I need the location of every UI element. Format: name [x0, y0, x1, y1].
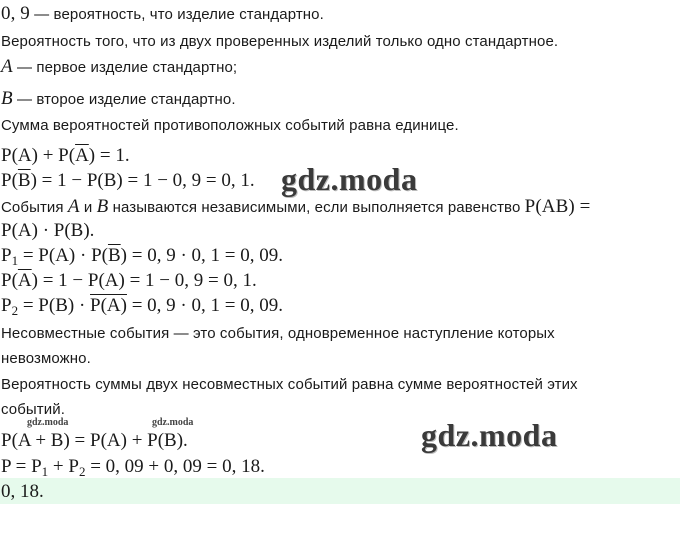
- overline-var: $\overline{A}$: [17, 270, 32, 291]
- eq-part: = P(B) ·: [18, 295, 91, 316]
- eq-part: P(: [1, 170, 18, 191]
- watermark-small: gdz.moda: [27, 417, 69, 428]
- watermark-logo: gdz.moda: [281, 161, 418, 197]
- line-text: События: [1, 199, 68, 216]
- eq-part: ) = 1.: [88, 145, 130, 166]
- equation-complement-a-value: [1, 270, 257, 292]
- line-sum-rule-cont: событий.: [1, 401, 65, 418]
- equation-complement-a: [1, 145, 130, 167]
- line-text: — второе изделие стандартно.: [12, 91, 236, 108]
- eq-part: = 0, 9 · 0, 1 = 0, 09.: [126, 295, 283, 316]
- equation-p2: [1, 295, 283, 317]
- eq-part: + P: [48, 456, 79, 477]
- line-task-statement: Вероятность того, что из двух проверенных изделий только одно стандартное.: [1, 33, 559, 50]
- line-incompatible-definition: Несовместные события — это события, одновременное наступление которых: [1, 325, 555, 342]
- equation-sum-rule: P(A + B) = P(A) + P(B).: [1, 430, 188, 451]
- equation-p1: [1, 245, 283, 267]
- line-text: — вероятность, что изделие стандартно.: [29, 6, 324, 23]
- eq-part: P(A) + P(: [1, 145, 76, 166]
- subscript: 1: [11, 253, 19, 268]
- line-probability-definition: [1, 3, 324, 25]
- overline-var: $\overline{B}$: [17, 170, 31, 191]
- var-a: A: [1, 56, 13, 77]
- line-event-b: [1, 88, 236, 110]
- answer-value: 0, 18.: [1, 481, 44, 502]
- equation-independence-product: P(A) · P(B).: [1, 220, 95, 241]
- formula-inline: P(AB) =: [524, 196, 591, 217]
- watermark-small: gdz.moda: [152, 417, 194, 428]
- var-a: A: [67, 196, 80, 217]
- eq-part: P(: [1, 270, 18, 291]
- probability-value: 0, 9: [1, 3, 30, 24]
- equation-total: [1, 456, 265, 478]
- line-text: называются независимыми, если выполняется равенство: [108, 199, 525, 216]
- line-independence-definition: [1, 196, 590, 218]
- overline-var: $\overline{A}$: [75, 145, 89, 166]
- subscript: 2: [78, 464, 86, 479]
- line-sum-rule: Вероятность суммы двух несовместных событий равна сумме вероятностей этих: [1, 376, 578, 393]
- line-incompatible-definition-cont: невозможно.: [1, 350, 91, 367]
- line-event-a: [1, 56, 237, 78]
- eq-part: ) = 1 − P(A) = 1 − 0, 9 = 0, 1.: [31, 270, 257, 291]
- overline-expression: P(A): [90, 295, 127, 316]
- eq-part: P: [1, 245, 12, 266]
- eq-part: = P(A) · P(: [18, 245, 108, 266]
- line-text: — первое изделие стандартно;: [12, 59, 238, 76]
- equation-complement-b: [1, 170, 255, 192]
- subscript: 1: [41, 464, 49, 479]
- eq-part: = 0, 09 + 0, 09 = 0, 18.: [85, 456, 265, 477]
- eq-part: P: [1, 295, 12, 316]
- line-text: и: [79, 199, 97, 216]
- eq-part: P = P: [1, 456, 42, 477]
- answer-highlight: [0, 478, 680, 504]
- watermark-logo: gdz.moda: [421, 417, 558, 453]
- var-b: B: [96, 196, 109, 217]
- line-opposite-events-rule: Сумма вероятностей противоположных событий равна единице.: [1, 117, 459, 134]
- var-b: B: [1, 88, 13, 109]
- eq-part: ) = 0, 9 · 0, 1 = 0, 09.: [120, 245, 283, 266]
- overline-var: $\overline{B}$: [107, 245, 121, 266]
- subscript: 2: [11, 303, 19, 318]
- eq-part: ) = 1 − P(B) = 1 − 0, 9 = 0, 1.: [30, 170, 255, 191]
